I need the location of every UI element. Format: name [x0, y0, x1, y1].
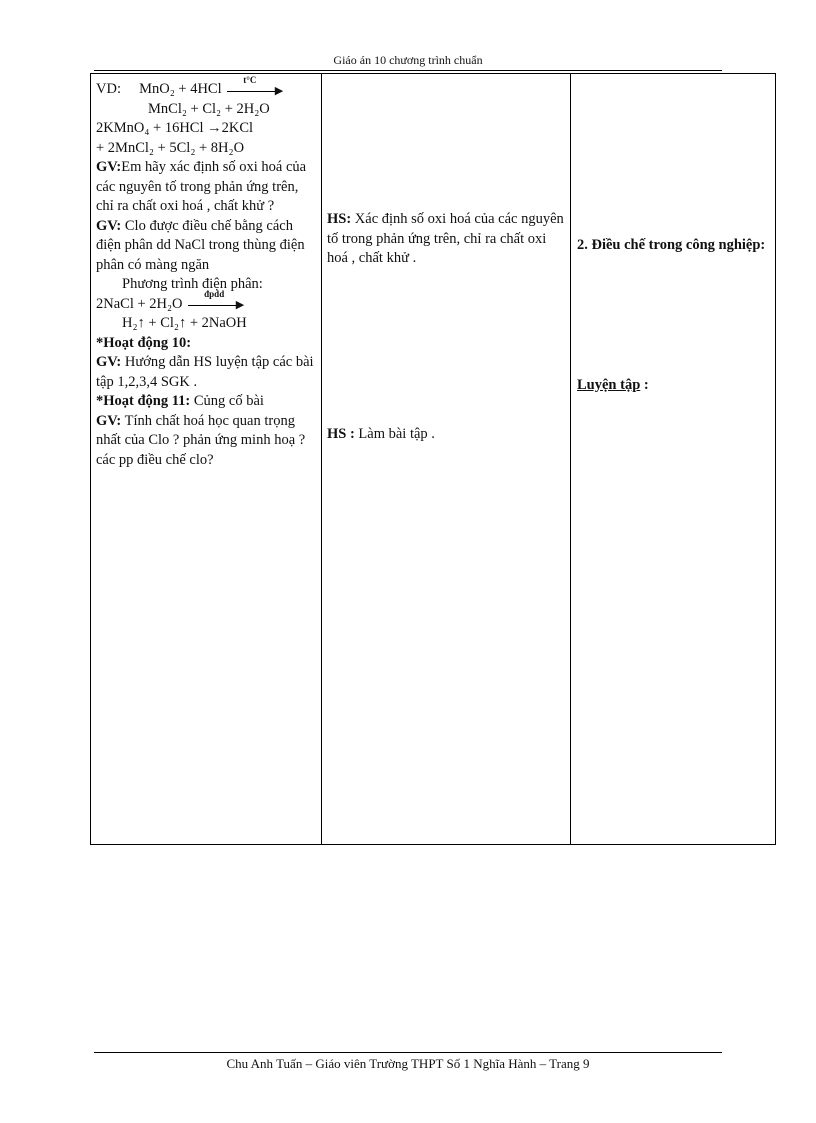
activity-11-heading [96, 392, 318, 412]
reaction-arrow-icon: t°C ▶ [227, 85, 281, 95]
activity-11-text: Củng cố bài [193, 393, 264, 409]
gv-question-4 [96, 412, 318, 471]
equation-3-reactants-line [96, 289, 318, 315]
hs-label: HS: [327, 211, 352, 227]
activity-11-label: *Hoạt động 11: [96, 393, 191, 409]
gv-label: GV: [96, 217, 122, 234]
hs-answer-2-text: Làm bài tập . [358, 425, 435, 442]
gv-label: GV: [96, 159, 122, 175]
footer-divider [94, 1052, 722, 1053]
lesson-table [90, 73, 776, 845]
electrolysis-title: Phương trình điện phân: [122, 276, 263, 292]
gv-question-1-text: Em hãy xác định số oxi hoá của các nguyên tố trong phản ứng trên, chỉ ra chất oxi hoá , chất khử ? [96, 159, 307, 214]
column-divider-1 [321, 74, 322, 844]
section-title-text: 2. Điều chế trong công nghiệp: [577, 237, 766, 253]
activity-10-label: *Hoạt động 10: [96, 334, 192, 351]
gv-label: GV: [96, 354, 122, 370]
equation-1-products: MnCl₂ + Cl₂ + 2H₂O [148, 100, 270, 117]
practice-colon: : [640, 376, 649, 393]
gv-note-2-text: Clo được điều chế bằng cách điện phân dd NaCl trong thùng điện phân có màng ngăn [96, 217, 305, 273]
page-header: Giáo án 10 chương trình chuẩn [333, 53, 483, 67]
practice-label: Luyện tập [577, 376, 641, 393]
gv-guide-3 [96, 353, 318, 392]
equation-1-reactants: MnO₂ + 4HCl [139, 81, 222, 97]
student-activity-column [327, 210, 567, 444]
teacher-activity-column [96, 74, 318, 470]
equation-3-products: H₂↑ + Cl₂↑ + 2NaOH [122, 315, 247, 331]
header-divider [94, 70, 722, 71]
hs-label: HS : [327, 425, 355, 442]
hs-answer-1 [327, 210, 567, 269]
reaction-arrow-icon: đpdd ▶ [188, 299, 242, 309]
activity-10-heading [96, 334, 318, 354]
section-title [577, 236, 767, 256]
page-footer: Chu Anh Tuấn – Giáo viên Trường THPT Số 1 Nghĩa Hành – Trang 9 [226, 1056, 590, 1071]
equation-2-line-1: 2KMnO₄ + 16HCl →2KCl [96, 120, 254, 136]
column-divider-2 [570, 74, 571, 844]
hs-answer-2 [327, 425, 567, 445]
practice-heading [577, 376, 767, 396]
gv-question-1 [96, 158, 318, 217]
equation-1-condition: t°C [243, 74, 257, 85]
hs-answer-1-text: Xác định số oxi hoá của các nguyên tố trong phản ứng trên, chỉ ra chất oxi hoá , chất khử . [327, 211, 564, 266]
equation-1-reactants-line [96, 74, 318, 100]
content-column [577, 236, 767, 395]
equation-3-reactants: 2NaCl + 2H₂O [96, 295, 183, 312]
example-label: VD: [96, 81, 121, 97]
equation-3-condition: đpdd [204, 289, 225, 300]
gv-question-4-text: Tính chất hoá học quan trọng nhất của Clo ? phản ứng minh hoạ ? các pp điều chế clo? [96, 412, 306, 468]
gv-guide-3-text: Hướng dẫn HS luyện tập các bài tập 1,2,3,4 SGK . [96, 354, 314, 390]
gv-note-2 [96, 217, 318, 276]
gv-label: GV: [96, 412, 122, 429]
equation-2-line-2: + 2MnCl₂ + 5Cl₂ + 8H₂O [96, 139, 245, 156]
